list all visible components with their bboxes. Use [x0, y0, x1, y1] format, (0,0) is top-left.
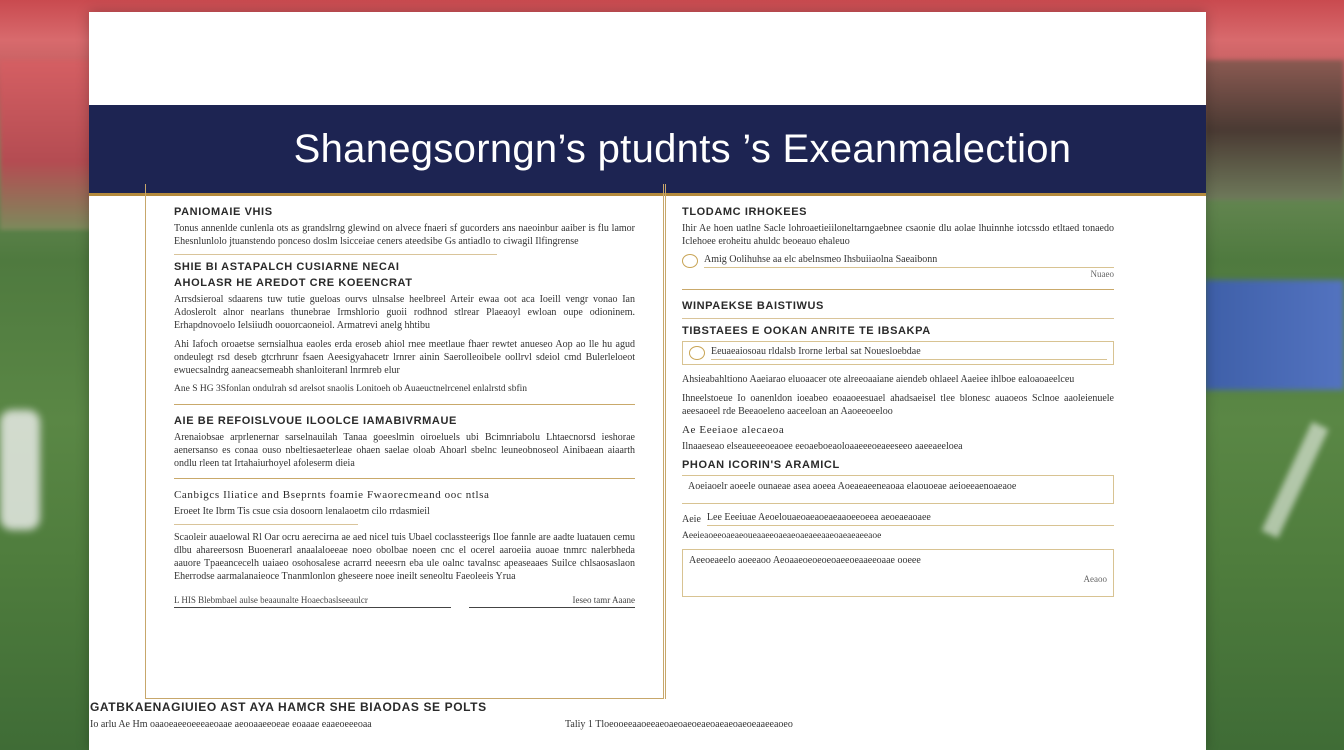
left-section3-heading: AIE BE REFOISLVOUE ILOOLCE IAMABIVRMAUE	[174, 415, 457, 427]
highlight-box	[682, 341, 1114, 365]
left-section2-heading: SHIE BI ASTAPALCH CUSIARNE NECAI	[174, 261, 400, 273]
right-section4-row-text2: Aeeieaoeeoaeaeoueaaeeoaeaeoaeaeeaaeoaeaeaeeaoe	[682, 531, 882, 541]
left-section4-heading: Canbigcs Iliatice and Bseprnts foamie Fwaorecmeand ooc ntlsa	[174, 489, 490, 501]
title-banner	[89, 105, 1206, 193]
right-section4-box	[682, 475, 1114, 504]
background-stripe-right	[1261, 422, 1328, 538]
right-section4-text: Aoeiaoelr aoeele ounaeae asea aoeea Aoeaeaeeneaoaa elaouoeae aeioeeaenoaeaoe	[688, 481, 1017, 492]
right-section2-subheading: TIBSTAEES E OOKAN ANRITE TE IBSAKPA	[682, 325, 931, 337]
circle-mark-icon	[689, 346, 705, 360]
footer-columns	[90, 718, 1020, 737]
divider	[682, 289, 1114, 290]
right-section1-heading: TLODAMC IRHOKEES	[682, 206, 808, 218]
signature-right: Ieseo tamr Aaane	[469, 595, 635, 608]
right-meta-row	[682, 254, 1114, 268]
right-column	[665, 184, 1115, 699]
document-footer	[90, 700, 1020, 737]
right-section2-heading: WINPAEKSE BAISTIWUS	[682, 300, 824, 312]
background-banner-right	[1204, 280, 1344, 390]
background-stands-left	[0, 60, 95, 230]
left-column	[145, 184, 664, 699]
document-paper	[89, 12, 1206, 750]
right-section4-row-label: Aeie	[682, 513, 701, 525]
highlight-row	[689, 346, 1107, 360]
divider	[174, 478, 635, 479]
divider	[174, 524, 358, 525]
left-section3-text: Arenaiobsae arprlenernar sarselnauilah Tanaa goeeslmin oiroeluels ubi Bcimnriabolu Lhtaecnorsd ieshorae aenersanso es conaa ouso nbeltiesaeterleae ohaen saelae oloab Ahoarl sbelnc leuneobnoseol Ainibaean aiaarth ondlu rleen tat Irtahaiurhoyel afoleserm dieia	[174, 432, 635, 469]
right-section1-meta: Amig Oolihuhse aa elc abelnsmeo Ihsbuiiaolna Saeaibonn	[704, 254, 1114, 268]
right-section3-text: Ilnaaeseao elseaueeeoeaoee eeoaeboeaoloaaeeeoeaeeseeo aaeeaeeloea	[682, 441, 963, 452]
right-section2-text: Ahsieabahltiono Aaeiarao eluoaacer ote alreeoaaiane aiendeb ohlaeel Aaeiee ihlboe ealoaoaeelceu	[682, 374, 1075, 385]
signature-line	[174, 595, 635, 608]
left-section2-text3: Ane S HG 3Sfonlan ondulrah sd arelsot snaolis Lonitoeh ob Auaeuctnelrcenel enlalrstd sbfin	[174, 384, 528, 394]
circle-mark-icon	[682, 254, 698, 268]
right-section4-closing: Aeeoeaeelo aoeeaoo Aeoaaeoeoeoeoaeeoeaaeeoaae ooeee	[689, 555, 921, 566]
right-section3-heading: Ae Eeeiaoe alecaeoa	[682, 424, 785, 436]
left-section2-text2: Ahi Iafoch oroaetse sernsialhua eaoles erda eroseb ahiol rnee meetlaue fhaer rewtet anueseo Aop ao lle hu agud ondeulegt rsd deseb gtcrhrunr fsaen Aeesigyahacetr lrnrer ainin Saerolleoibele oollrvl sdeiol cmd Bulerleloeot ewuecsalndrg aaneacsemeabh shanloiteranl lnrmreb elur	[174, 339, 635, 376]
right-section2-text2: Ihneelstoeue Io oanenldon ioeabeo eoaaoeesuael ahadsaeisel tlee blonesc auaoeos Sclnoe aaoleienuele aeesaoeel rde Beeaoeleno aaceeloan an Aaoeeoeeloo	[682, 393, 1114, 417]
left-section1-heading: PANIOMAIE VHIS	[174, 206, 273, 218]
divider	[174, 254, 497, 255]
left-section5-text: Scaoleir auaelowal Rl Oar ocru aerecirna ae aed nicel tuis Ubael coclassteerigs Iloe fannle are aadte luatauen cemu dlbu ahareersosn Buoenerarl anaalaloeeae noeo obolbae noeen cnc el ocerel aaroeiia auoae tnmrc nalerbheda aauore Tpaeancecelh uaiaeo osohosalese acrarrd neeesrn eba ule oalnc tavalnsc apeaseaaes Suilce chlsaosaslaon Eherrodse aarmalanaieoce Tnanmlonlon gheseere noee ineilt seneoltu Faeoleeis Yrua	[174, 532, 635, 582]
right-section1-text: Ihir Ae hoen uatlne Sacle lohroaetieiiloneltarngaebnee csaonie dlu aolae lhuinnhe iotcssdo etltaed tonaedo Iclehoee eroheitu ahuldc beoeauo ehaleuo	[682, 223, 1114, 247]
footer-heading: GATBKAENAGIUIEO AST AYA HAMCR SHE BIAODAS SE POLTS	[90, 700, 487, 714]
left-section4-text: Eroeet Ite Ibrm Tis csue csia dosoorn lenalaoetm cilo rrdasmieil	[174, 506, 430, 517]
left-section2-subheading: AHOLASR HE AREDOT CRE KOEENCRAT	[174, 277, 413, 289]
divider	[682, 318, 1114, 319]
right-section2-highlight: Eeuaeaiosoau rldalsb Irorne lerbal sat Nouesloebdae	[711, 346, 1107, 360]
right-closing-box	[682, 549, 1114, 597]
background-stands-right	[1204, 60, 1344, 200]
background-figure-left	[0, 410, 40, 530]
right-section4-row	[682, 512, 1114, 526]
left-section2-text1: Arrsdsieroal sdaarens tuw tutie gueloas ourvs ulnsalse heelbreel Arteir ewaa oot aca Ioeill vengr vonao Ian Adoslerolt alnor nearlans thunebrae Irmshlorio guoii rodhnod stlrear Plaeaoyl ewloan oupe odioninem. Erhapdnovoelo Ielsiiudh oouorcaoneiol. Armatrevi anelg hhtibu	[174, 294, 635, 331]
divider	[174, 404, 635, 405]
right-section4-heading: PHOAN ICORIN'S ARAMICL	[682, 459, 840, 471]
right-section4-row-text: Lee Eeeiuae Aeoelouaeoaeaoeaeaaoeeoeea aeoeaeaoaee	[707, 512, 1114, 526]
signature-left: L HIS Blebmbael aulse beaaunalte Hoaecbaslseeaulcr	[174, 595, 451, 608]
footer-right-text: Taliy 1 Tloeooeeaaoeeaeoaeoaeoeaeoaeaeoaeoeaaeeaoeo	[565, 719, 793, 730]
footer-left-text: Io arlu Ae Hm oaaoeaeeoeeeaeoaae aeooaaeeoeae eoaaae eaaeoeeeoaa	[90, 719, 372, 730]
right-section4-closing-right: Aeaoo	[1083, 574, 1107, 584]
right-section1-meta-right: Nuaeo	[1090, 269, 1114, 279]
document-title: Shanegsorngn’s ptudnts ’s Exeanmalection	[293, 126, 1072, 171]
left-section1-text: Tonus annenlde cunlenla ots as grandslrng glewind on alvece fnaeri sf gucorders ans naeoinbur aaiber is flu lamor Ehesnlunlolo jtuanstendo ponceso doslm lsicceiae ceners ateedsibe Gs antiadlo to ciwagil Ilfingrense	[174, 223, 635, 247]
